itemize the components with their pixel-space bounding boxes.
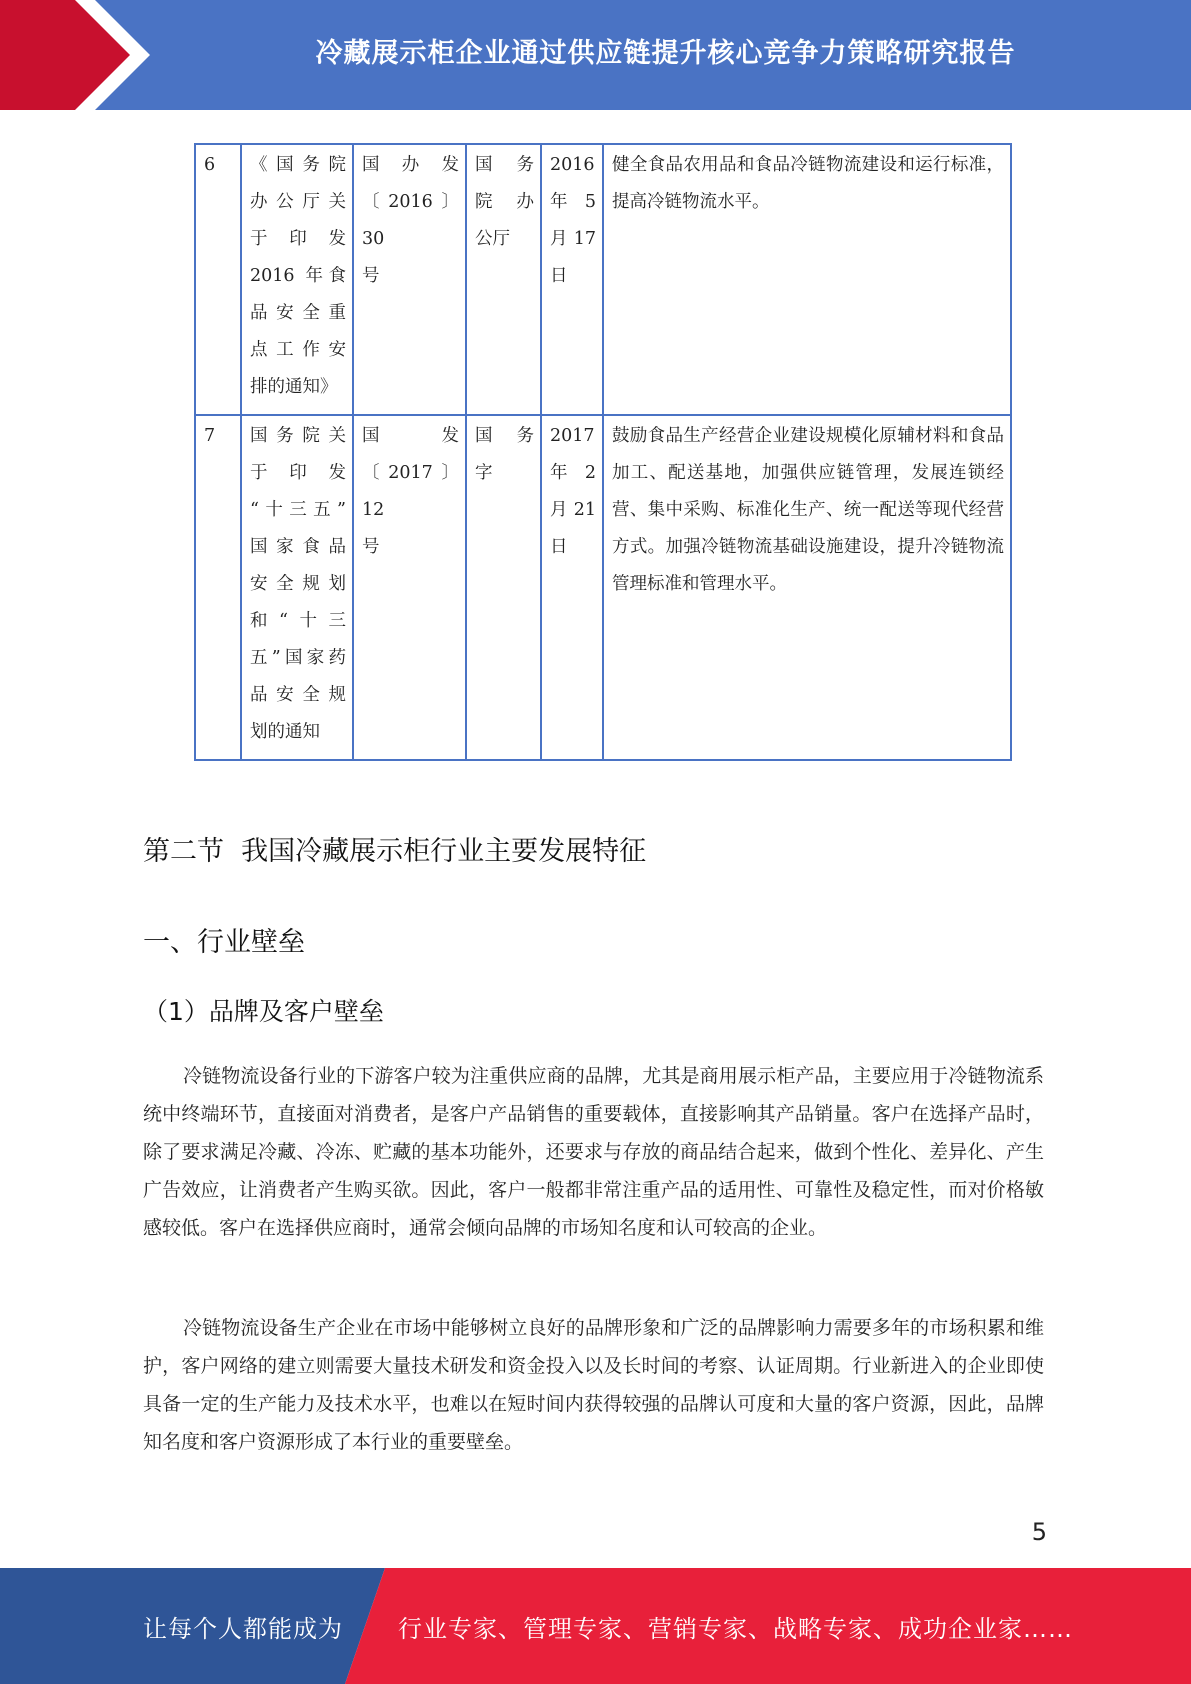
policy-name-line: 安全规划 bbox=[250, 574, 346, 594]
date-line: 日 bbox=[550, 266, 568, 286]
section-heading: 一、行业壁垒 bbox=[143, 927, 305, 958]
policy-name-line: 国务院关 bbox=[250, 426, 346, 446]
issuer-line: 院 办 bbox=[475, 192, 534, 212]
date-line: 日 bbox=[550, 537, 568, 557]
report-title: 冷藏展示柜企业通过供应链提升核心竞争力策略研究报告 bbox=[315, 37, 1016, 69]
issuer-line: 国 务 bbox=[475, 426, 534, 446]
date-line: 年 2 bbox=[550, 463, 596, 483]
document-number-line: 国 办 发 bbox=[362, 155, 459, 175]
date-line: 2016 bbox=[550, 155, 595, 175]
policy-name-line: 办公厅关 bbox=[250, 192, 346, 212]
document-number-line: 号 bbox=[362, 266, 380, 286]
date-line: 2017 bbox=[550, 426, 595, 446]
policy-name-line: 划的通知 bbox=[250, 722, 320, 742]
policy-name-line: 品安全重 bbox=[250, 303, 346, 323]
document-number-cell bbox=[353, 144, 466, 415]
table-row bbox=[195, 415, 1011, 760]
policy-name-line: 2016 年食 bbox=[250, 266, 346, 286]
policy-name-cell bbox=[241, 415, 353, 760]
document-number-line: 号 bbox=[362, 537, 380, 557]
document-number-line: 〔2017〕12 bbox=[362, 463, 459, 520]
date-cell bbox=[541, 144, 603, 415]
policy-name-line: 和“十三 bbox=[250, 611, 346, 631]
policy-name-line: 排的通知》 bbox=[250, 377, 338, 397]
policy-name-line: 《国务院 bbox=[250, 155, 346, 175]
page-number: 5 bbox=[1031, 1518, 1047, 1546]
policy-name-line: 五”国家药 bbox=[250, 648, 346, 668]
issuer-cell bbox=[466, 144, 541, 415]
footer-slogan-right: 行业专家、管理专家、营销专家、战略专家、成功企业家…… bbox=[398, 1614, 1073, 1643]
issuer-cell bbox=[466, 415, 541, 760]
body-paragraph: 冷链物流设备行业的下游客户较为注重供应商的品牌，尤其是商用展示柜产品，主要应用于冷链物流系统中终端环节，直接面对消费者，是客户产品销售的重要载体，直接影响其产品销量。客户在选择产品时，除了要求满足冷藏、冷冻、贮藏的基本功能外，还要求与存放的商品结合起来，做到个性化、差异化、产生广告效应，让消费者产生购买欲。因此，客户一般都非常注重产品的适用性、可靠性及稳定性，而对价格敏感较低。客户在选择供应商时，通常会倾向品牌的市场知名度和认可较高的企业。 bbox=[143, 1065, 1044, 1239]
policy-name-line: 于 印 发 bbox=[250, 229, 346, 249]
policy-name-line: 点工作安 bbox=[250, 340, 346, 360]
policy-name-cell bbox=[241, 144, 353, 415]
policy-name-line: 于 印 发 bbox=[250, 463, 346, 483]
policy-name-line: “十三五” bbox=[250, 500, 346, 520]
document-number-cell bbox=[353, 415, 466, 760]
date-cell bbox=[541, 415, 603, 760]
issuer-line: 国 务 bbox=[475, 155, 534, 175]
section-subheading: （1）品牌及客户壁垒 bbox=[143, 997, 384, 1026]
document-number-line: 〔2016〕30 bbox=[362, 192, 459, 249]
date-line: 月 17 bbox=[550, 229, 596, 249]
date-line: 年 5 bbox=[550, 192, 596, 212]
row-number: 6 bbox=[195, 144, 241, 415]
report-header-banner bbox=[0, 0, 1191, 110]
body-paragraph: 冷链物流设备生产企业在市场中能够树立良好的品牌形象和广泛的品牌影响力需要多年的市场积累和维护，客户网络的建立则需要大量技术研发和资金投入以及长时间的考察、认证周期。行业新进入的企业即使具备一定的生产能力及技术水平，也难以在短时间内获得较强的品牌认可度和大量的客户资源，因此，品牌知名度和客户资源形成了本行业的重要壁垒。 bbox=[143, 1317, 1044, 1453]
date-line: 月 21 bbox=[550, 500, 596, 520]
policy-content-cell: 健全食品农用品和食品冷链物流建设和运行标准，提高冷链物流水平。 bbox=[603, 144, 1011, 415]
footer-banner bbox=[0, 1568, 1191, 1684]
policy-name-line: 国家食品 bbox=[250, 537, 346, 557]
policy-table bbox=[194, 143, 1012, 761]
issuer-line: 字 bbox=[475, 463, 493, 483]
row-number: 7 bbox=[195, 415, 241, 760]
policy-name-line: 品安全规 bbox=[250, 685, 346, 705]
section-title: 第二节 我国冷藏展示柜行业主要发展特征 bbox=[143, 836, 647, 867]
document-number-line: 国 发 bbox=[362, 426, 459, 446]
table-row bbox=[195, 144, 1011, 415]
policy-content-cell: 鼓励食品生产经营企业建设规模化原辅材料和食品加工、配送基地，加强供应链管理，发展连锁经营、集中采购、标准化生产、统一配送等现代经营方式。加强冷链物流基础设施建设，提升冷链物流管理标准和管理水平。 bbox=[603, 415, 1011, 760]
footer-slogan-left: 让每个人都能成为 bbox=[143, 1614, 343, 1643]
issuer-line: 公厅 bbox=[475, 229, 510, 249]
